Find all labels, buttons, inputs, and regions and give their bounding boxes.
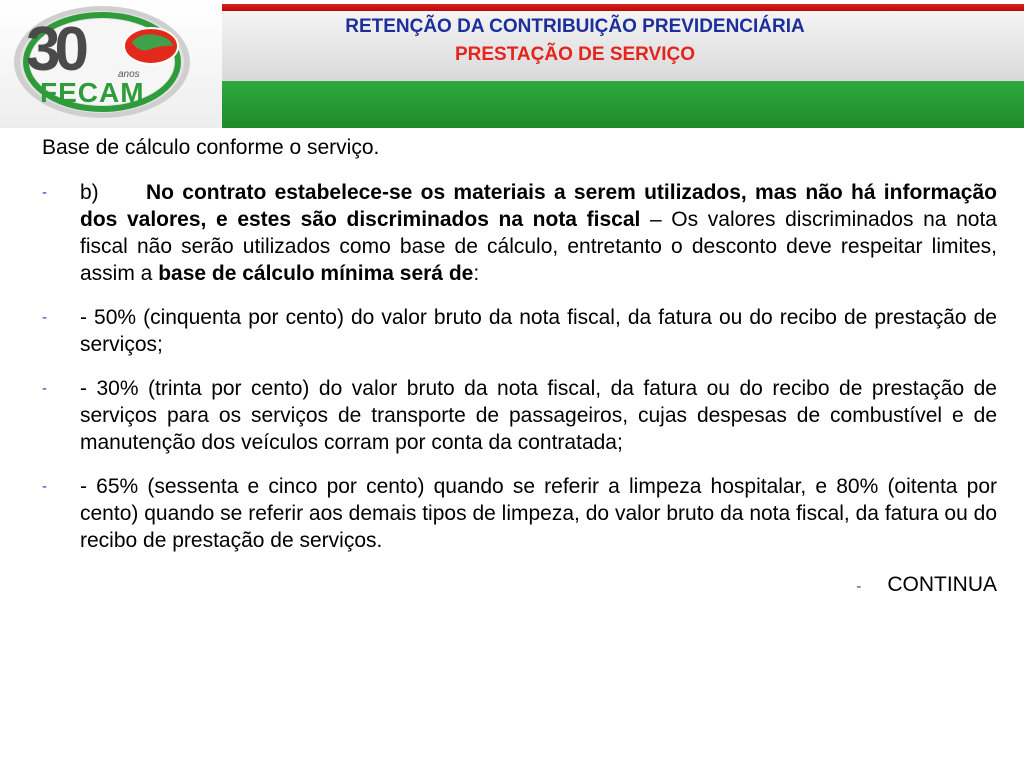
bullet-dash: - — [856, 578, 862, 595]
item-b-bold-text: No contrato estabelece-se os materiais a serem utilizados, mas não há informação dos valores, e estes são discriminados na nota fiscal — [80, 181, 997, 231]
bullet-text: - 30% (trinta por cento) do valor bruto da nota fiscal, da fatura ou do recibo de prestação de serviços para os serviços de transporte de passageiros, cujas despesas de combustível e de manutenção dos veículos corram por conta da contratada; — [80, 377, 997, 454]
item-b-colon: : — [473, 262, 480, 285]
item-label: b) — [80, 181, 99, 204]
title-block — [222, 16, 1024, 66]
intro-text: Base de cálculo conforme o serviço. — [42, 136, 380, 159]
continua-line — [42, 571, 997, 600]
logo-number: 30 — [26, 15, 83, 84]
slide-header — [0, 0, 1024, 128]
header-red-stripe — [222, 4, 1024, 11]
item-b-bold-text-2: base de cálculo mínima será de — [158, 262, 474, 285]
bullet-text: - 65% (sessenta e cinco por cento) quando se referir a limpeza hospitalar, e 80% (oitenta por cento) quando se referir aos demais tipos de limpeza, do valor bruto da nota fiscal, da fatura ou do recibo de prestação de serviços. — [80, 475, 997, 552]
bullet-text: - 50% (cinquenta por cento) do valor bruto da nota fiscal, da fatura ou do recibo de prestação de serviços; — [80, 306, 997, 356]
slide-body — [42, 134, 997, 600]
bullet-item-65 — [42, 473, 997, 554]
bullet-dash: - — [42, 478, 47, 495]
logo-brand: FECAM — [40, 77, 145, 108]
logo-anos: anos — [118, 69, 140, 80]
continua-text: CONTINUA — [887, 573, 997, 596]
item-b-text: – Os valores discriminados na nota fiscal não serão utilizados como base de cálculo, entretanto o desconto deve respeitar limites, assim a — [80, 208, 997, 285]
bullet-dash: - — [42, 380, 47, 397]
slide-subtitle: PRESTAÇÃO DE SERVIÇO — [454, 44, 695, 65]
header-green-band — [222, 81, 1024, 128]
bullet-dash: - — [42, 309, 47, 326]
bullet-item-50 — [42, 304, 997, 358]
bullet-item-b — [42, 179, 997, 287]
bullet-item-30 — [42, 375, 997, 456]
bullet-dash: - — [42, 184, 47, 201]
slide-title: RETENÇÃO DA CONTRIBUIÇÃO PREVIDENCIÁRIA — [345, 16, 805, 37]
